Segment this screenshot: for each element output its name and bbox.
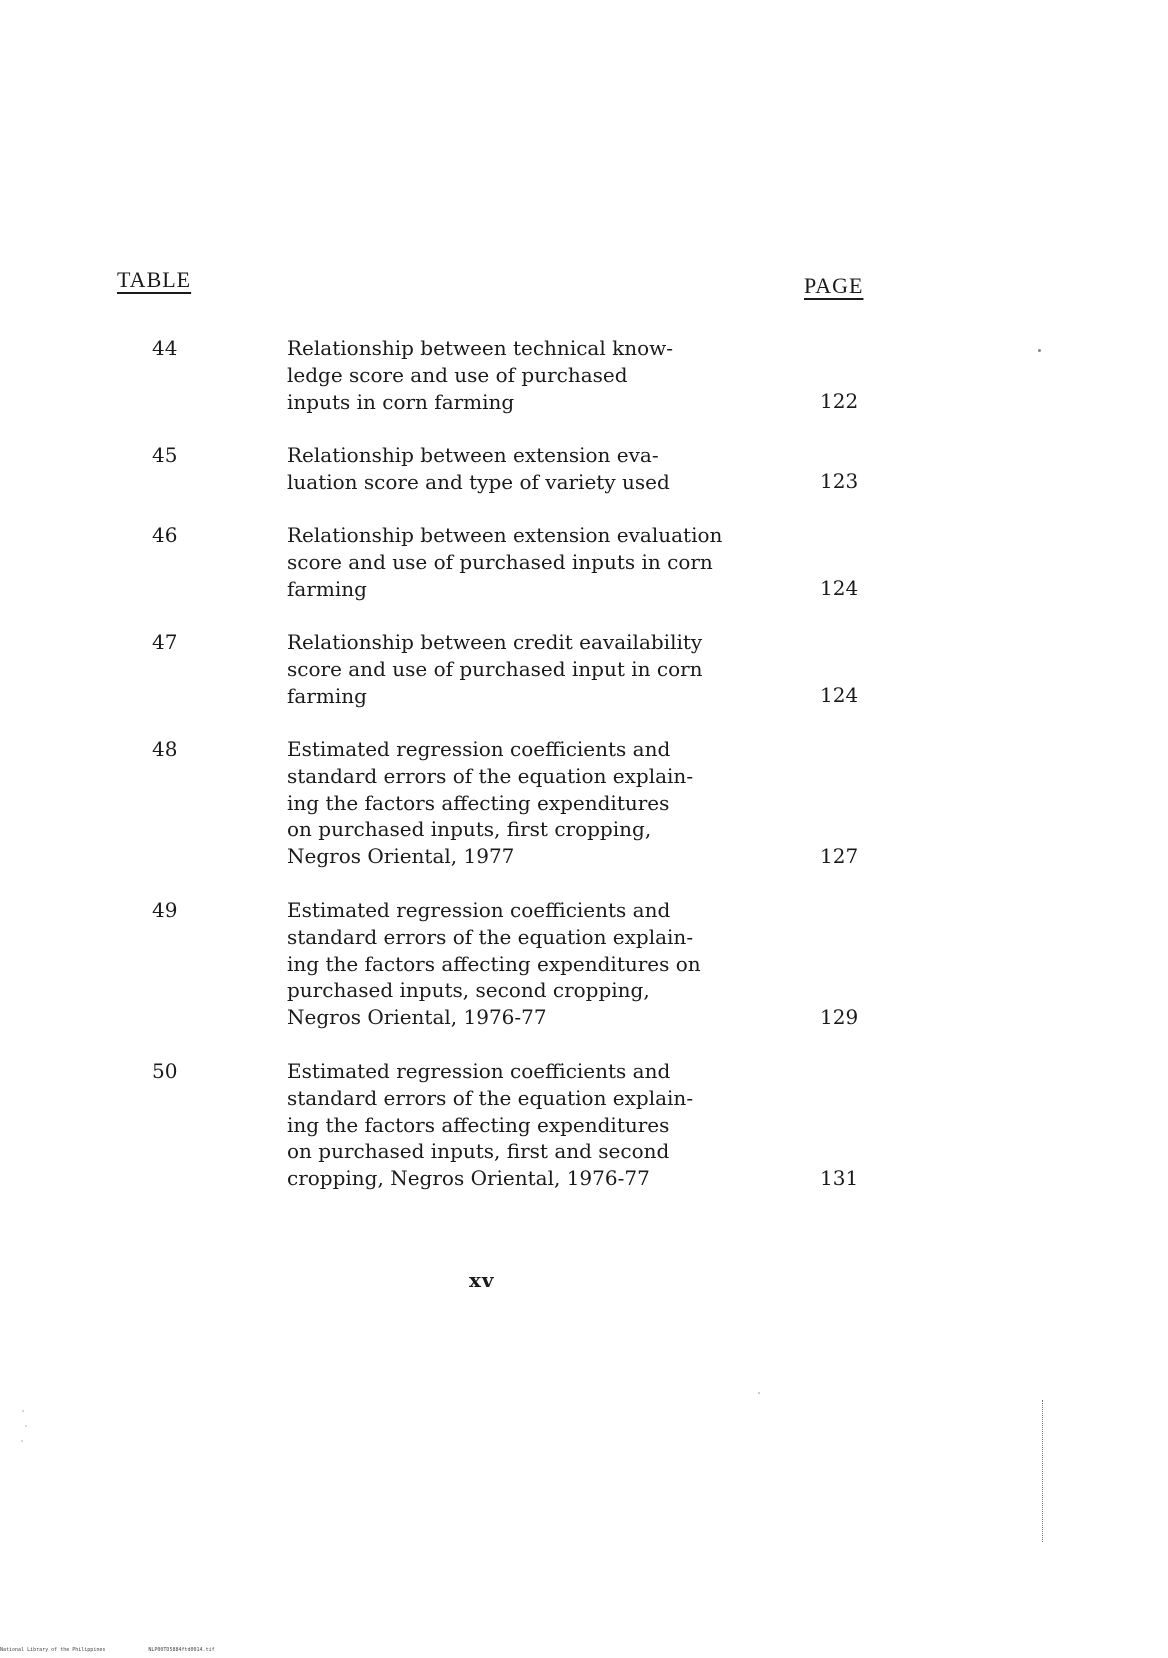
table-description: Relationship between extension evaluation score and use of purchased inputs in corn farming <box>287 523 723 601</box>
scan-footer <box>0 1647 255 1653</box>
scan-edge-line <box>1042 1400 1044 1542</box>
table-number: 46 <box>152 523 178 547</box>
scan-filename: NLP00TD5884ftd0014.tif <box>148 1647 215 1653</box>
scan-speck <box>1038 349 1041 352</box>
table-description: Estimated regression coefficients and standard errors of the equation explain- ing the factors affecting expenditures on purchased inputs, first and second cropping, Negros Oriental, 1976-77 <box>287 1059 694 1191</box>
table-column-header: TABLE <box>117 267 192 292</box>
table-number: 50 <box>152 1059 178 1083</box>
page-number: 123 <box>820 469 859 493</box>
scan-speck <box>25 1425 27 1427</box>
table-number: 49 <box>152 898 178 922</box>
table-description: Estimated regression coefficients and standard errors of the equation explain- ing the factors affecting expenditures on purchased inputs, first cropping, Negros Oriental, 1977 <box>287 737 694 869</box>
page-number: 122 <box>820 389 859 413</box>
page-number: 127 <box>820 844 859 868</box>
scan-speck <box>22 1410 24 1412</box>
table-description: Estimated regression coefficients and standard errors of the equation explain- ing the factors affecting expenditures on purchased inputs, second cropping, Negros Oriental, 1976-77 <box>287 898 701 1030</box>
table-number: 47 <box>152 630 178 654</box>
table-number: 44 <box>152 336 178 360</box>
table-description: Relationship between credit eavailability score and use of purchased input in corn farming <box>287 630 703 708</box>
table-description: Relationship between technical know- ledge score and use of purchased inputs in corn farming <box>287 336 674 414</box>
page-number: 129 <box>820 1005 859 1029</box>
page-number: 124 <box>820 683 859 707</box>
page-number: 131 <box>820 1166 859 1190</box>
table-number: 45 <box>152 443 178 467</box>
scan-speck <box>758 1392 760 1394</box>
page-number: 124 <box>820 576 859 600</box>
library-credit: National Library of the Philippines <box>0 1647 106 1653</box>
table-description: Relationship between extension eva- luation score and type of variety used <box>287 443 670 494</box>
table-number: 48 <box>152 737 178 761</box>
folio-page-number: xv <box>469 1268 495 1292</box>
scan-speck <box>21 1440 23 1442</box>
page-column-header: PAGE <box>804 273 864 298</box>
